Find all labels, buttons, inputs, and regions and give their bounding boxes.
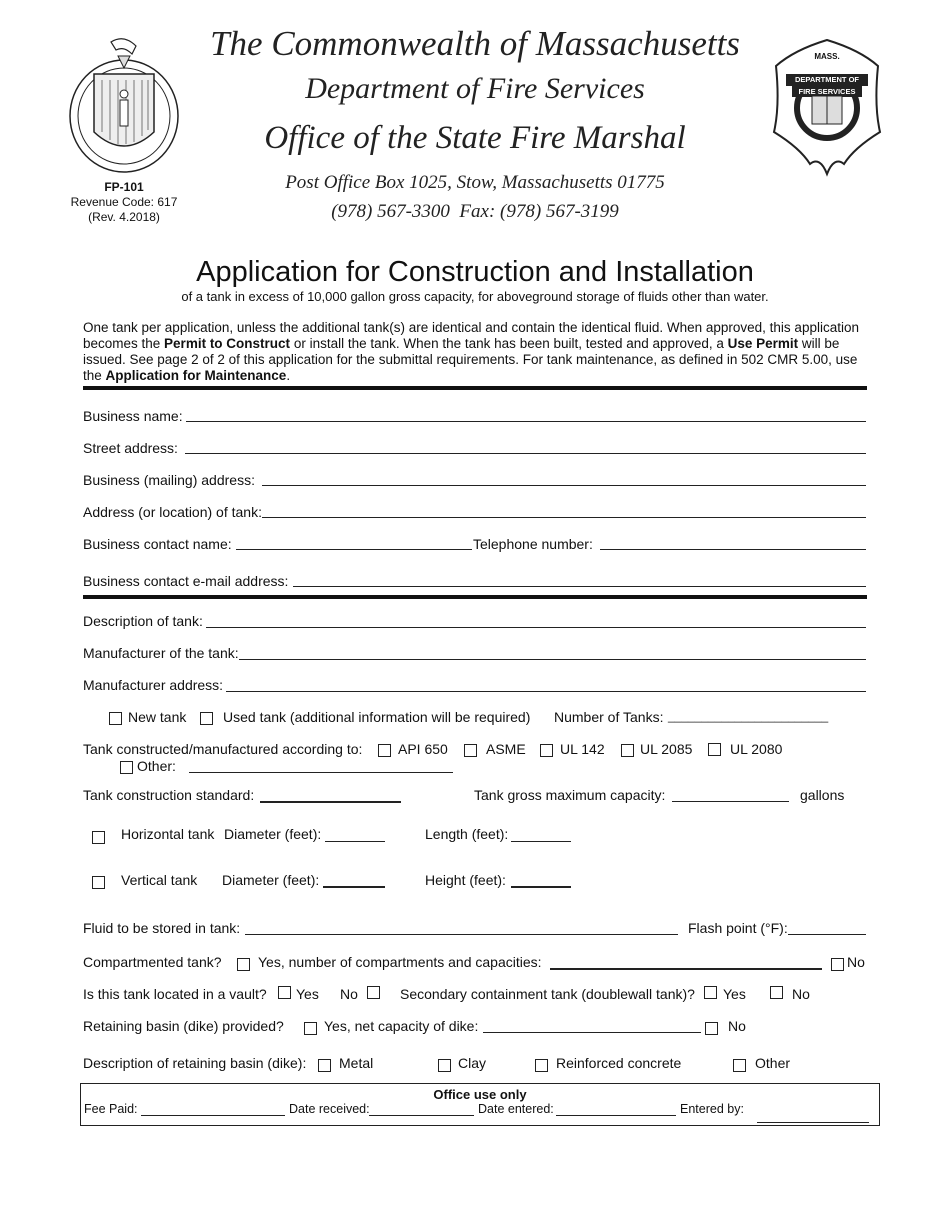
intro-paragraph: One tank per application, unless the additional tank(s) are identical and contain the identical fluid. When approved, this application becomes the Permit to Construct or install the tank. When the tank has been built, tested and approved, a Use Permit will be issued. See page 2 of 2 of this application for the submittal requirements. For tank maintenance, as defined in 502 CMR 5.00, use the Application for Maintenance. [83, 320, 859, 383]
business-name-label: Business name: [83, 408, 183, 424]
entered-by-label: Entered by: [680, 1102, 744, 1116]
ul2080-checkbox[interactable] [708, 743, 721, 756]
other-standard-label: Other: [137, 758, 176, 774]
secondary-yes-label: Yes [723, 986, 746, 1002]
badge-text-department: DEPARTMENT OF [794, 75, 860, 84]
dike-clay-label: Clay [458, 1055, 487, 1071]
revision: (Rev. 4.2018) [88, 210, 160, 224]
compartmented-no-label: No [847, 954, 865, 970]
section-divider-middle [83, 595, 867, 599]
vertical-tank-checkbox[interactable] [92, 876, 105, 889]
horizontal-diameter-label: Diameter (feet): [224, 826, 322, 842]
badge-text-mass: MASS. [814, 52, 840, 61]
secondary-containment-label: Secondary containment tank (doublewall tank)? [400, 986, 695, 1002]
ul142-label: UL 142 [560, 741, 605, 757]
dfs-badge-icon [770, 36, 884, 178]
telephone-field[interactable] [600, 549, 866, 550]
other-standard-checkbox[interactable] [120, 761, 133, 774]
flash-point-field[interactable] [788, 934, 866, 935]
vertical-diameter-field[interactable] [323, 886, 385, 888]
contact-email-field[interactable] [293, 586, 866, 587]
new-tank-checkbox[interactable] [109, 712, 122, 725]
dike-capacity-field[interactable] [483, 1032, 701, 1033]
ul142-checkbox[interactable] [540, 744, 553, 757]
dike-concrete-label: Reinforced concrete [556, 1055, 682, 1071]
contact-name-label: Business contact name: [83, 536, 232, 552]
revenue-code: Revenue Code: 617 [70, 195, 178, 209]
manufacturer-field[interactable] [239, 659, 866, 660]
tank-location-label: Address (or location) of tank: [83, 504, 262, 520]
constructed-according-label: Tank constructed/manufactured according to: [83, 741, 363, 757]
construction-standard-field[interactable] [260, 801, 401, 803]
form-id: FP-101 [104, 180, 144, 194]
compartmented-no-checkbox[interactable] [831, 958, 844, 971]
dike-other-label: Other [755, 1055, 791, 1071]
height-field[interactable] [511, 886, 571, 888]
vertical-diameter-label: Diameter (feet): [222, 872, 320, 888]
ul2085-label: UL 2085 [640, 741, 693, 757]
secondary-no-checkbox[interactable] [770, 986, 783, 999]
fluid-label: Fluid to be stored in tank: [83, 920, 241, 936]
tank-location-field[interactable] [262, 517, 866, 518]
street-address-field[interactable] [185, 453, 866, 454]
compartments-field[interactable] [550, 968, 822, 970]
badge-text-fire-services: FIRE SERVICES [798, 87, 856, 96]
capacity-label: Tank gross maximum capacity: [474, 787, 666, 803]
street-address-label: Street address: [83, 440, 178, 456]
contact-name-field[interactable] [236, 549, 472, 550]
dike-provided-label: Retaining basin (dike) provided? [83, 1018, 284, 1034]
other-standard-field[interactable] [189, 772, 453, 773]
dike-clay-checkbox[interactable] [438, 1059, 451, 1072]
used-tank-label: Used tank (additional information will be required) [223, 709, 531, 725]
vault-label: Is this tank located in a vault? [83, 986, 267, 1002]
mailing-address-field[interactable] [262, 485, 866, 486]
vault-no-label: No [340, 986, 358, 1002]
manufacturer-label: Manufacturer of the tank: [83, 645, 239, 661]
compartmented-yes-label: Yes, number of compartments and capacities: [258, 954, 542, 970]
date-entered-label: Date entered: [478, 1102, 554, 1116]
manufacturer-address-field[interactable] [226, 691, 866, 692]
mailing-address-label: Business (mailing) address: [83, 472, 255, 488]
asme-checkbox[interactable] [464, 744, 477, 757]
number-of-tanks-label: Number of Tanks: [554, 709, 664, 725]
office-heading: Office of the State Fire Marshal [264, 120, 686, 156]
business-name-field[interactable] [186, 421, 866, 422]
horizontal-diameter-field[interactable] [325, 841, 385, 842]
page-subtitle: of a tank in excess of 10,000 gallon gross capacity, for aboveground storage of fluids other than water. [181, 289, 769, 304]
number-of-tanks-field[interactable]: ________________________ [668, 709, 829, 723]
used-tank-checkbox[interactable] [200, 712, 213, 725]
date-received-label: Date received: [289, 1102, 370, 1116]
dike-other-checkbox[interactable] [733, 1059, 746, 1072]
phone-fax: (978) 567-3300 Fax: (978) 567-3199 [331, 201, 619, 222]
construction-standard-label: Tank construction standard: [83, 787, 255, 803]
dike-metal-label: Metal [339, 1055, 374, 1071]
secondary-yes-checkbox[interactable] [704, 986, 717, 999]
date-received-field[interactable] [369, 1115, 474, 1116]
manufacturer-address-label: Manufacturer address: [83, 677, 224, 693]
new-tank-label: New tank [128, 709, 187, 725]
api650-checkbox[interactable] [378, 744, 391, 757]
dike-yes-checkbox[interactable] [304, 1022, 317, 1035]
gallons-label: gallons [800, 787, 845, 803]
entered-by-field[interactable] [757, 1122, 869, 1123]
asme-label: ASME [486, 741, 526, 757]
mailing-address: Post Office Box 1025, Stow, Massachusetts 01775 [285, 172, 665, 193]
vertical-tank-label: Vertical tank [121, 872, 198, 888]
contact-email-label: Business contact e-mail address: [83, 573, 289, 589]
department-heading: Department of Fire Services [305, 72, 645, 105]
state-seal-icon [66, 32, 182, 174]
telephone-label: Telephone number: [473, 536, 593, 552]
commonwealth-heading: The Commonwealth of Massachusetts [210, 24, 740, 63]
compartmented-label: Compartmented tank? [83, 954, 222, 970]
dike-metal-checkbox[interactable] [318, 1059, 331, 1072]
dike-concrete-checkbox[interactable] [535, 1059, 548, 1072]
ul2080-label: UL 2080 [730, 741, 783, 757]
compartmented-yes-checkbox[interactable] [237, 958, 250, 971]
dike-no-label: No [728, 1018, 746, 1034]
page-title: Application for Construction and Installation [196, 256, 754, 288]
vault-no-checkbox[interactable] [367, 986, 380, 999]
ul2085-checkbox[interactable] [621, 744, 634, 757]
tank-description-field[interactable] [206, 627, 866, 628]
capacity-field[interactable] [672, 801, 789, 802]
date-entered-field[interactable] [556, 1115, 676, 1116]
fee-paid-label: Fee Paid: [84, 1102, 138, 1116]
horizontal-tank-label: Horizontal tank [121, 826, 215, 842]
length-label: Length (feet): [425, 826, 509, 842]
api650-label: API 650 [398, 741, 448, 757]
vault-yes-checkbox[interactable] [278, 986, 291, 999]
flash-point-label: Flash point (°F): [688, 920, 788, 936]
fluid-field[interactable] [245, 934, 678, 935]
fee-paid-field[interactable] [141, 1115, 285, 1116]
secondary-no-label: No [792, 986, 810, 1002]
height-label: Height (feet): [425, 872, 506, 888]
dike-description-label: Description of retaining basin (dike): [83, 1055, 307, 1071]
dike-yes-label: Yes, net capacity of dike: [324, 1018, 479, 1034]
dike-no-checkbox[interactable] [705, 1022, 718, 1035]
length-field[interactable] [511, 841, 571, 842]
section-divider-top [83, 386, 867, 390]
horizontal-tank-checkbox[interactable] [92, 831, 105, 844]
vault-yes-label: Yes [296, 986, 319, 1002]
office-use-title: Office use only [433, 1087, 527, 1102]
tank-description-label: Description of tank: [83, 613, 203, 629]
